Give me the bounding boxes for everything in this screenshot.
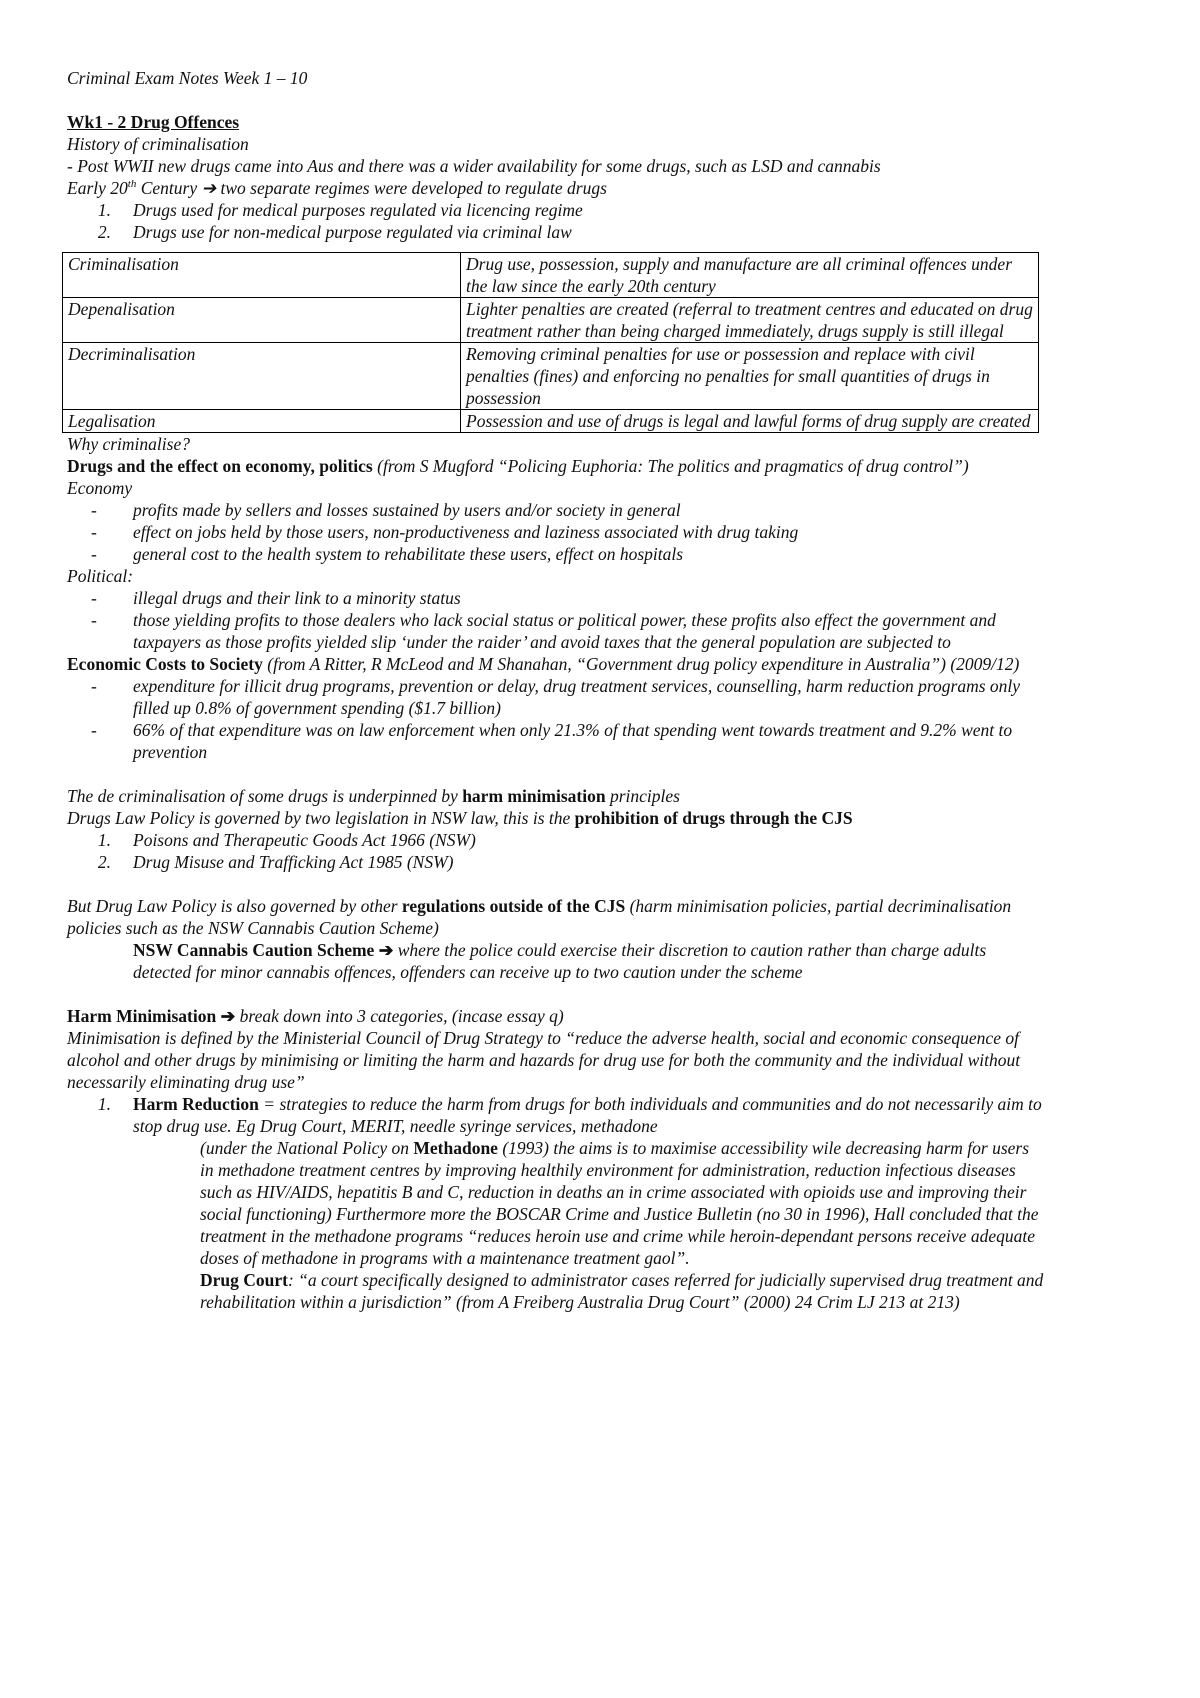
- paragraph: [67, 133, 1047, 155]
- list-item-text: [133, 609, 1047, 653]
- text-run: Early 20: [67, 178, 128, 198]
- text-run: Drugs used for medical purposes regulated via licencing regime: [133, 200, 583, 220]
- text-run: 66% of that expenditure was on law enforcement when only 21.3% of that spending went towards treatment and 9.2% went to prevention: [133, 720, 1013, 762]
- bold-text: harm minimisation: [462, 786, 606, 806]
- text-run: : “a court specifically designed to administrator cases referred for judicially supervised drug treatment and rehabilitation within a jurisdiction” (from A Freiberg Australia Drug Court” (2000) 24 Crim LJ 213 at 213): [200, 1270, 1044, 1312]
- text-run: Why criminalise?: [67, 434, 190, 454]
- list-item-text: [133, 543, 683, 565]
- paragraph: [67, 653, 1047, 675]
- bullet-item: [67, 719, 1047, 763]
- description-cell: Lighter penalties are created (referral to treatment centres and educated on drug treatment rather than being charged immediately, drugs supply is still illegal: [461, 298, 1039, 343]
- list-item-text: [133, 829, 476, 851]
- spacer: [67, 873, 1047, 895]
- text-run: profits made by sellers and losses sustained by users and/or society in general: [133, 500, 681, 520]
- numbered-item: [67, 199, 1047, 221]
- list-item-text: [133, 587, 461, 609]
- paragraph: [67, 1137, 1047, 1269]
- section-heading: Wk1 - 2 Drug Offences: [67, 112, 240, 132]
- list-marker: 1.: [97, 200, 111, 220]
- spacer: [67, 763, 1047, 785]
- bullet-item: [67, 521, 1047, 543]
- paragraph: [67, 455, 1047, 477]
- text-run: effect on jobs held by those users, non-productiveness and laziness associated with drug taking: [133, 522, 799, 542]
- bullet-item: [67, 499, 1047, 521]
- text-run: (harm minimisation policies, partial decriminalisation policies such as the NSW Cannabis Caution Scheme): [67, 896, 1012, 938]
- list-item-text: [133, 199, 583, 221]
- list-marker: -: [91, 500, 97, 520]
- paragraph: [67, 433, 1047, 455]
- text-run: expenditure for illicit drug programs, prevention or delay, drug treatment services, counselling, harm reduction programs only filled up 0.8% of government spending ($1.7 billion): [133, 676, 1021, 718]
- list-item-text: [133, 719, 1047, 763]
- text-run: th: [127, 178, 137, 191]
- table-row: [63, 253, 1039, 298]
- description-cell: Removing criminal penalties for use or possession and replace with civil penalties (fines) and enforcing no penalties for small quantities of drugs in possession: [461, 343, 1039, 410]
- list-marker: -: [91, 610, 97, 630]
- list-marker: -: [91, 544, 97, 564]
- bullet-item: [67, 587, 1047, 609]
- list-marker: -: [91, 720, 97, 740]
- bold-text: Harm Minimisation ➔: [67, 1006, 236, 1026]
- document-title: Criminal Exam Notes Week 1 – 10: [67, 68, 308, 88]
- text-run: where the police could exercise their discretion to caution rather than charge adults detected for minor cannabis offences, offenders can receive up to two caution under the scheme: [133, 940, 987, 982]
- text-run: (from A Ritter, R McLeod and M Shanahan, “Government drug policy expenditure in Australia”) (2009/12): [262, 654, 1020, 674]
- paragraph: [67, 807, 1047, 829]
- bold-text: regulations outside of the CJS: [401, 896, 626, 916]
- list-item-text: [133, 521, 798, 543]
- numbered-item: [67, 829, 1047, 851]
- text-run: Political:: [67, 566, 134, 586]
- text-run: (under the National Policy on: [200, 1138, 414, 1158]
- description-cell: Possession and use of drugs is legal and lawful forms of drug supply are created: [461, 410, 1039, 433]
- list-marker: 2.: [97, 852, 111, 872]
- list-item-text: [133, 675, 1047, 719]
- text-run: The de criminalisation of some drugs is underpinned by: [67, 786, 463, 806]
- text-run: Drugs use for non-medical purpose regulated via criminal law: [133, 222, 572, 242]
- paragraph: [67, 1269, 1047, 1313]
- document-page: [67, 67, 1047, 1313]
- term-cell: Decriminalisation: [63, 343, 461, 410]
- list-marker: 1.: [97, 1094, 111, 1114]
- text-run: Century ➔ two separate regimes were developed to regulate drugs: [136, 178, 607, 198]
- regulation-table: [62, 252, 1039, 433]
- text-run: (1993) the aims is to maximise accessibility wile decreasing harm for users in methadone treatment centres by improving healthily environment for administration, reduction infectious diseases such as HIV/AIDS, hepatitis B and C, reduction in deaths an in crime associated with opioids use and improving their social functioning) Furthermore more the BOSCAR Crime and Justice Bulletin (no 30 in 1996), Hall concluded that the treatment in the methadone programs “reduces heroin use and crime while heroin-dependant persons receive adequate doses of methadone in programs with a maintenance treatment gaol”.: [200, 1138, 1039, 1268]
- list-marker: -: [91, 588, 97, 608]
- text-run: illegal drugs and their link to a minority status: [133, 588, 461, 608]
- text-run: History of criminalisation: [67, 134, 249, 154]
- text-run: But Drug Law Policy is also governed by other: [67, 896, 402, 916]
- bold-text: Methadone: [413, 1138, 498, 1158]
- paragraph: [67, 1027, 1047, 1093]
- bold-text: Economic Costs to Society: [67, 654, 263, 674]
- numbered-item: [67, 221, 1047, 243]
- text-run: Drugs Law Policy is governed by two legislation in NSW law, this is the: [67, 808, 575, 828]
- list-item-text: [133, 499, 681, 521]
- text-run: - Post WWII new drugs came into Aus and there was a wider availability for some drugs, such as LSD and cannabis: [67, 156, 881, 176]
- description-cell: Drug use, possession, supply and manufacture are all criminal offences under the law since the early 20th century: [461, 253, 1039, 298]
- text-run: Poisons and Therapeutic Goods Act 1966 (NSW): [133, 830, 476, 850]
- paragraph: [67, 785, 1047, 807]
- term-cell: Criminalisation: [63, 253, 461, 298]
- spacer: [67, 983, 1047, 1005]
- paragraph: [67, 177, 1047, 199]
- text-run: Minimisation is defined by the Ministerial Council of Drug Strategy to “reduce the adverse health, social and economic consequence of alcohol and other drugs by minimising or limiting the harm and hazards for drug use for both the community and the individual without necessarily eliminating drug use”: [67, 1028, 1021, 1092]
- paragraph: [67, 1005, 1047, 1027]
- bold-text: NSW Cannabis Caution Scheme ➔: [133, 940, 394, 960]
- text-run: (from S Mugford “Policing Euphoria: The politics and pragmatics of drug control”): [372, 456, 969, 476]
- paragraph: [67, 477, 1047, 499]
- bold-text: Drugs and the effect on economy, politics: [67, 456, 373, 476]
- table-row: [63, 410, 1039, 433]
- text-run: those yielding profits to those dealers who lack social status or political power, these profits also effect the government and taxpayers as those profits yielded slip ‘under the raider’ and avoid taxes that the general population are subjected to: [133, 610, 996, 652]
- body-section: [67, 433, 1047, 1313]
- bold-text: prohibition of drugs through the CJS: [574, 808, 853, 828]
- term-cell: Legalisation: [63, 410, 461, 433]
- text-run: = strategies to reduce the harm from drugs for both individuals and communities and do not necessarily aim to stop drug use. Eg Drug Court, MERIT, needle syringe services, methadone: [133, 1094, 1042, 1136]
- paragraph: [67, 939, 1047, 983]
- text-run: Economy: [67, 478, 133, 498]
- numbered-item: [67, 1093, 1047, 1137]
- table-row: [63, 343, 1039, 410]
- list-marker: 2.: [97, 222, 111, 242]
- list-item-text: [133, 221, 572, 243]
- paragraph: [67, 155, 1047, 177]
- paragraph: [67, 565, 1047, 587]
- bullet-item: [67, 543, 1047, 565]
- list-marker: -: [91, 676, 97, 696]
- list-item-text: [133, 1093, 1047, 1137]
- paragraph: [67, 895, 1047, 939]
- text-run: general cost to the health system to rehabilitate these users, effect on hospitals: [133, 544, 684, 564]
- bold-text: Drug Court: [200, 1270, 288, 1290]
- spacer: [67, 89, 1047, 111]
- list-marker: -: [91, 522, 97, 542]
- bullet-item: [67, 609, 1047, 653]
- numbered-item: [67, 851, 1047, 873]
- table-row: [63, 298, 1039, 343]
- list-item-text: [133, 851, 454, 873]
- intro-section: [67, 133, 1047, 243]
- text-run: break down into 3 categories, (incase essay q): [235, 1006, 564, 1026]
- bullet-item: [67, 675, 1047, 719]
- term-cell: Depenalisation: [63, 298, 461, 343]
- list-marker: 1.: [97, 830, 111, 850]
- text-run: Drug Misuse and Trafficking Act 1985 (NSW): [133, 852, 454, 872]
- text-run: principles: [605, 786, 680, 806]
- bold-text: Harm Reduction: [133, 1094, 259, 1114]
